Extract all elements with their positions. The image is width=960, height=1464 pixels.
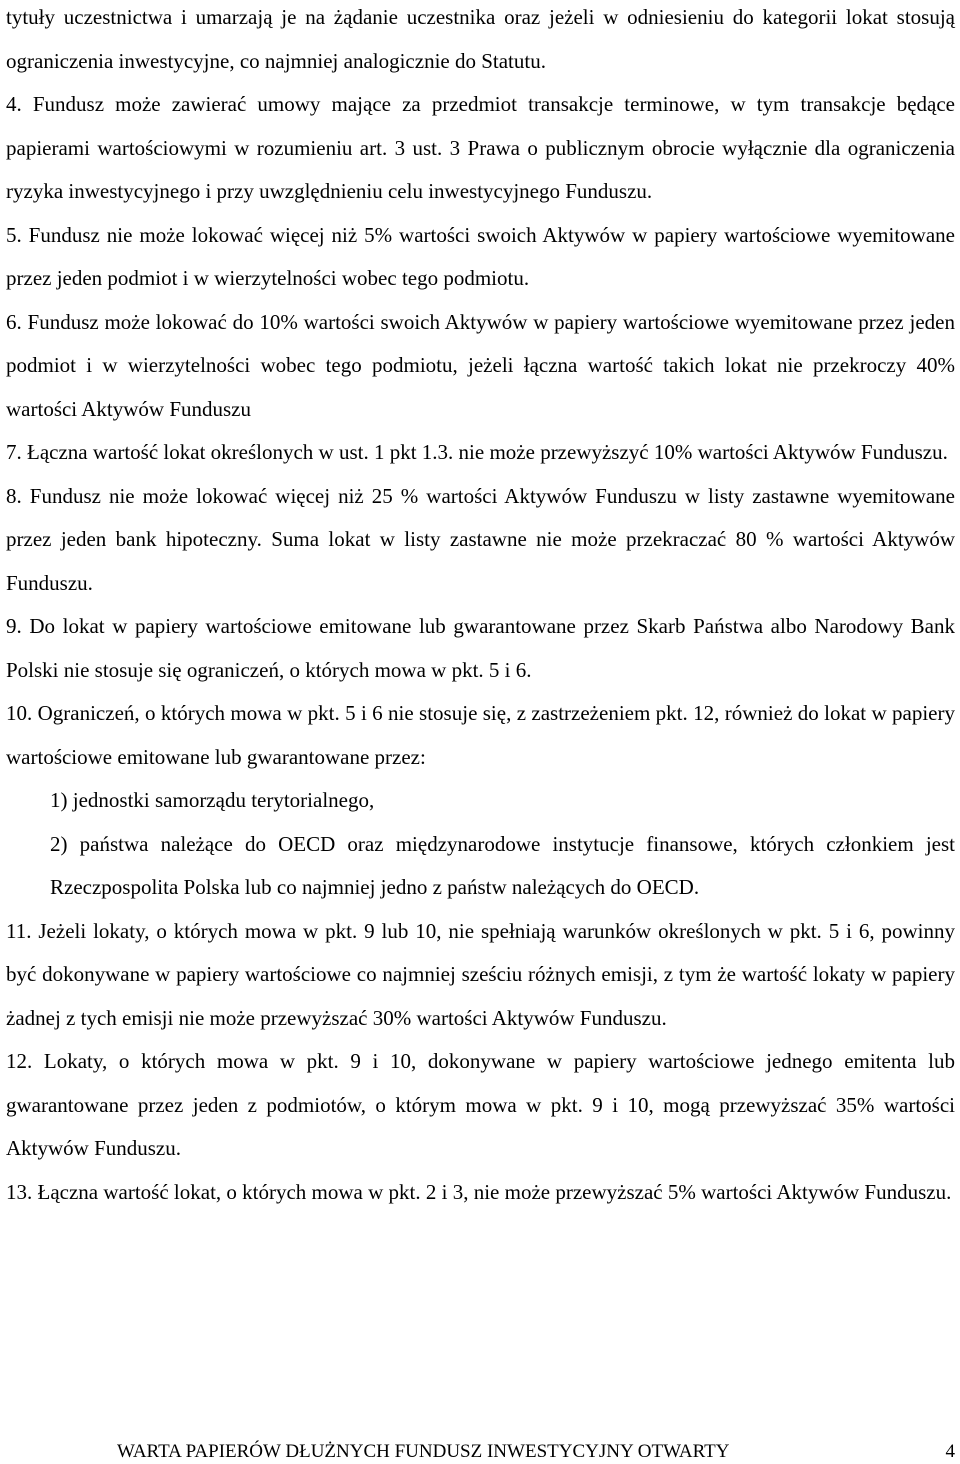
paragraph-8: 8. Fundusz nie może lokować więcej niż 25 % wartości Aktywów Funduszu w listy zastawne wyemitowane przez jeden bank hipoteczny. Suma lokat w listy zastawne nie może przekraczać 80 % wartości Aktywów Funduszu.: [6, 483, 955, 595]
document-body: [6, 0, 955, 1214]
footer-title: WARTA PAPIERÓW DŁUŻNYCH FUNDUSZ INWESTYCYJNY OTWARTY: [117, 1441, 730, 1462]
paragraph-9: 9. Do lokat w papiery wartościowe emitowane lub gwarantowane przez Skarb Państwa albo Narodowy Bank Polski nie stosuje się ograniczeń, o których mowa w pkt. 5 i 6.: [6, 614, 955, 682]
paragraph-10: 10. Ograniczeń, o których mowa w pkt. 5 i 6 nie stosuje się, z zastrzeżeniem pkt. 12, również do lokat w papiery wartościowe emitowane lub gwarantowane przez:: [6, 701, 955, 769]
list-item-1: 1) jednostki samorządu terytorialnego,: [50, 788, 375, 812]
paragraph-5: 5. Fundusz nie może lokować więcej niż 5% wartości swoich Aktywów w papiery wartościowe wyemitowane przez jeden podmiot i w wierzytelności wobec tego podmiotu.: [6, 222, 955, 290]
paragraph-6: 6. Fundusz może lokować do 10% wartości swoich Aktywów w papiery wartościowe wyemitowane przez jeden podmiot i w wierzytelności wobec tego podmiotu, jeżeli łączna wartość takich lokat nie przekroczy 40% wartości Aktywów Funduszu: [6, 309, 955, 421]
paragraph-12: 12. Lokaty, o których mowa w pkt. 9 i 10, dokonywane w papiery wartościowe jednego emitenta lub gwarantowane przez jeden z podmiotów, o którym mowa w pkt. 9 i 10, mogą przewyższać 35% wartości Aktywów Funduszu.: [6, 1049, 955, 1160]
paragraph-11: 11. Jeżeli lokaty, o których mowa w pkt. 9 lub 10, nie spełniają warunków określonych w pkt. 5 i 6, powinny być dokonywane w papiery wartościowe co najmniej sześciu różnych emisji, z tym że wartość lokaty w papiery żadnej z tych emisji nie może przewyższać 30% wartości Aktywów Funduszu.: [6, 918, 955, 1030]
paragraph-13: 13. Łączna wartość lokat, o których mowa w pkt. 2 i 3, nie może przewyższać 5% wartości Aktywów Funduszu.: [6, 1179, 952, 1204]
document-page: [6, 0, 955, 1214]
paragraph-4: 4. Fundusz może zawierać umowy mające za przedmiot transakcje terminowe, w tym transakcje będące papierami wartościowymi w rozumieniu art. 3 ust. 3 Prawa o publicznym obrocie wyłącznie dla ograniczenia ryzyka inwestycyjnego i przy uwzględnieniu celu inwestycyjnego Funduszu.: [6, 92, 955, 203]
list-item-2: 2) państwa należące do OECD oraz międzynarodowe instytucje finansowe, których członkiem jest Rzeczpospolita Polska lub co najmniej jedno z państw należących do OECD.: [50, 831, 955, 899]
page-number: 4: [945, 1441, 955, 1462]
page-footer: [117, 1440, 955, 1464]
paragraph-continuation: tytuły uczestnictwa i umarzają je na żądanie uczestnika oraz jeżeli w odniesieniu do kategorii lokat stosują ograniczenia inwestycyjne, co najmniej analogicznie do Statutu.: [6, 5, 955, 73]
paragraph-7: 7. Łączna wartość lokat określonych w ust. 1 pkt 1.3. nie może przewyższyć 10% wartości Aktywów Funduszu.: [6, 440, 948, 464]
